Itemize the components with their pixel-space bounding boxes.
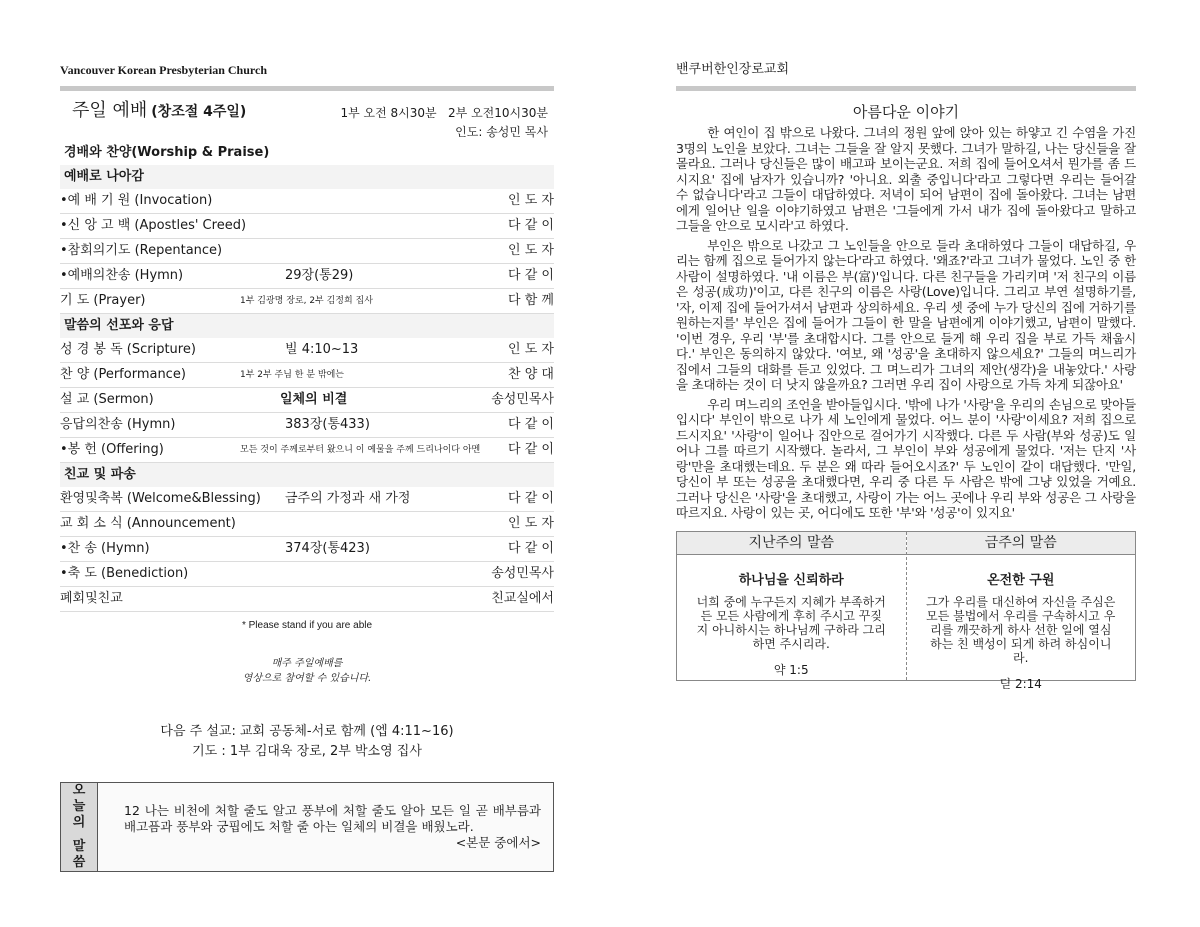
service-item-name: •예배의찬송 (Hymn) xyxy=(60,268,184,283)
service-item xyxy=(60,562,554,587)
service-item-role: 다 함 께 xyxy=(508,293,554,308)
service-item xyxy=(60,363,554,388)
service-item-role: 다 같 이 xyxy=(508,541,554,556)
today-verse-body xyxy=(98,783,553,871)
service-item-role: 다 같 이 xyxy=(508,442,554,457)
section-heading: 경배와 찬양(Worship & Praise) xyxy=(64,145,270,160)
service-item-detail: 일체의 비결 xyxy=(280,392,348,407)
service-item-role: 다 같 이 xyxy=(508,218,554,233)
service-item-name: •예 배 기 원 (Invocation) xyxy=(60,193,213,208)
last-week-header: 지난주의 말씀 xyxy=(677,532,906,555)
service-title xyxy=(72,98,246,125)
service-item xyxy=(60,239,554,264)
service-item-detail: 빌 4:10~13 xyxy=(285,342,359,357)
service-item-role: 송성민목사 xyxy=(491,392,554,407)
last-week-reference: 약 1:5 xyxy=(773,662,809,677)
service-item-detail: 금주의 가정과 새 가정 xyxy=(285,491,411,506)
next-week-sermon: 다음 주 설교: 교회 공동체-서로 함께 (엡 4:11~16) xyxy=(160,724,454,739)
verse-label-char: 말 xyxy=(72,839,86,854)
service-item-role: 찬 양 대 xyxy=(508,367,554,382)
service-item xyxy=(60,289,554,314)
bulletin-left-page xyxy=(60,60,554,870)
service-item-name: 응답의찬송 (Hymn) xyxy=(60,417,176,432)
service-item xyxy=(60,264,554,289)
this-week-word xyxy=(906,532,1136,691)
service-item xyxy=(60,214,554,239)
story-paragraph: 한 여인이 집 밖으로 나왔다. 그녀의 정원 앞에 앉아 있는 하얗고 긴 수염을 가진 3명의 노인을 보았다. 그녀는 그들을 잘 알지 못했다. 그녀가 말하길, 나는 당신들을 잘 몰라요. 그러나 당신들은 많이 배고파 보이는군요. 저희 집에 들어오셔서 뭔가를 좀 드시지요' 집에 남자가 있습니까? '아니요. 외출 중입니다'라고 그렇다면 우리는 들어갈 수 없습니다'라고 그들이 대답하였다. 저녁이 되어 남편이 집에 돌아왔다. 그녀는 남편에게 일어난 일을 이야기하였고 남편은 '그들에게 가서 내가 집에 돌아왔다고 말하고 그들을 안으로 모시라'고 하였다. xyxy=(676,125,1136,233)
church-name-english: Vancouver Korean Presbyterian Church xyxy=(60,63,268,77)
service-item-name: 폐회및친교 xyxy=(60,591,123,606)
section-heading: 예배로 나아감 xyxy=(60,165,554,189)
church-name-korean: 밴쿠버한인장로교회 xyxy=(676,62,790,77)
weekly-word-table xyxy=(676,531,1136,691)
service-item-detail: 374장(통423) xyxy=(285,541,370,556)
service-item-name: 교 회 소 식 (Announcement) xyxy=(60,516,236,531)
next-week-prayer: 기도 : 1부 김대욱 장로, 2부 박소영 집사 xyxy=(192,744,422,759)
service-item-name: •봉 헌 (Offering) xyxy=(60,442,164,457)
online-note-line-1: 매주 주일예배를 xyxy=(271,658,343,669)
service-item-role: 다 같 이 xyxy=(508,417,554,432)
section-heading: 친교 및 파송 xyxy=(60,463,554,487)
service-item-name: 설 교 (Sermon) xyxy=(60,392,154,407)
verse-label-char: 오 xyxy=(72,783,86,798)
last-week-title: 하나님을 신뢰하라 xyxy=(738,572,844,588)
service-title-sub: (창조절 4주일) xyxy=(151,104,247,120)
service-title-row xyxy=(60,98,554,124)
service-item-role: 송성민목사 xyxy=(491,566,554,581)
service-item-name: •참회의기도 (Repentance) xyxy=(60,243,223,258)
last-week-text: 너희 중에 누구든지 지혜가 부족하거든 모든 사람에게 후히 주시고 꾸짖지 아니하시는 하나님께 구하라 그리하면 주시리라. xyxy=(696,594,886,651)
service-item-name: 기 도 (Prayer) xyxy=(60,293,146,308)
service-item xyxy=(60,338,554,363)
service-item-role: 인 도 자 xyxy=(508,243,554,258)
section-heading: 말씀의 선포와 응답 xyxy=(60,314,554,338)
service-item-role: 다 같 이 xyxy=(508,491,554,506)
service-item-name: 찬 양 (Performance) xyxy=(60,367,186,382)
service-item-role: 다 같 이 xyxy=(508,268,554,283)
service-leader: 인도: 송성민 목사 xyxy=(455,125,548,139)
story-title: 아름다운 이야기 xyxy=(852,103,960,121)
service-item-name: •신 앙 고 백 (Apostles' Creed) xyxy=(60,218,247,233)
service-item-role: 친교실에서 xyxy=(491,591,554,606)
stand-note: * Please stand if you are able xyxy=(241,620,373,631)
header-rule-right xyxy=(676,86,1136,91)
verse-label-char: 씀 xyxy=(72,855,86,870)
service-item-role: 인 도 자 xyxy=(508,193,554,208)
service-item xyxy=(60,189,554,214)
online-note-line-2: 영상으로 참여할 수 있습니다. xyxy=(242,673,372,684)
service-item-role: 인 도 자 xyxy=(508,342,554,357)
today-verse-box xyxy=(60,782,554,872)
header-rule xyxy=(60,86,554,91)
service-item-name: •찬 송 (Hymn) xyxy=(60,541,150,556)
service-item xyxy=(60,413,554,438)
next-week-info xyxy=(60,722,554,762)
this-week-header: 금주의 말씀 xyxy=(907,532,1136,555)
story-paragraph: 우리 며느리의 조언을 받아들입시다. '밖에 나가 '사랑'을 우리의 손님으로 맞아들입시다' 부인이 밖으로 나가 세 노인에게 물었다. 어느 분이 '사랑'이세요? 저희 집으로 드시지요' '사랑'이 일어나 집안으로 걸어가기 시작했다. 다른 두 사람(부와 성공)도 일어나 그를 따르기 시작했다. 놀라서, 그 부인이 부와 성공에게 물었다. '저는 단지 '사랑'만을 초대했는데요. 두 분은 왜 따라 들어오시죠?' 두 노인이 같이 대답했다. '만일, 당신이 부 또는 성공을 초대했다면, 우리 중 다른 두 사람은 밖에 그냥 있었을 거예요. 그러나 당신은 '사랑'을 초대했고, 사랑이 가는 어느 곳에나 우리 부와 성공은 그 사랑을 따르지요. 사랑이 있는 곳, 어디에도 또한 '부'와 '성공'이 있지요' xyxy=(676,396,1136,520)
online-worship-note xyxy=(60,656,554,686)
service-item-detail: 1부 김광명 장로, 2부 김정희 집사 xyxy=(240,296,373,306)
service-item xyxy=(60,487,554,512)
service-item xyxy=(60,438,554,463)
service-times: 1부 오전 8시30분 2부 오전10시30분 xyxy=(340,106,548,120)
bulletin-right-page xyxy=(676,60,1136,890)
this-week-reference: 딛 2:14 xyxy=(999,676,1042,691)
service-item-detail: 1부 2부 주님 한 분 밖에는 xyxy=(240,370,345,380)
service-title-main: 주일 예배 xyxy=(72,100,148,121)
service-item-role: 인 도 자 xyxy=(508,516,554,531)
service-item-detail: 모든 것이 주께로부터 왔으니 이 예물을 주께 드리나이다 아멘 xyxy=(240,445,481,455)
story-paragraph: 부인은 밖으로 나갔고 그 노인들을 안으로 들라 초대하였다 그들이 대답하길, 우리는 함께 집으로 들어가지 않는다'라고 하였다. '왜죠?'라고 그녀가 물었다. 노인 중 한 사람이 설명하였다. '내 이름은 부(富)'입니다. 다른 친구들을 가리키며 '저 친구의 이름은 성공(成功)'이고, 다른 친구의 이름은 사랑(Love)입니다. 그리고 부연 설명하기를, '자, 이제 집에 들어가셔서 남편과 상의하세요. 우리 셋 중에 누가 당신의 집에 거하기를 원하는지를' 부인은 집에 들어가 그들이 한 말을 남편에게 이야기했고, 남편이 말했다. '이번 경우, 우리 '부'를 초대합시다. 그를 안으로 들게 해 우리 집을 부로 가득 채웁시다.' 부인은 동의하지 않았다. '여보, 왜 '성공'을 초대하지 않으세요?' 그들의 며느리가 집에서 그들의 대화를 듣고 있었다. 그 며느리가 그녀의 제안(생각)을 내놓았다.' 사랑을 초대하는 것이 더 낫지 않을까요? 그러면 우리 집이 사랑으로 가득 차게 되잖아요' xyxy=(676,237,1136,392)
service-item-name: 성 경 봉 독 (Scripture) xyxy=(60,342,196,357)
this-week-title: 온전한 구원 xyxy=(987,572,1055,588)
this-week-text: 그가 우리를 대신하여 자신을 주심은 모든 불법에서 우리를 구속하시고 우리를 깨끗하게 하사 선한 일에 열심하는 친 백성이 되게 하려 하심이니라. xyxy=(926,594,1116,665)
service-item-name: •축 도 (Benediction) xyxy=(60,566,189,581)
service-item-name: 환영및축복 (Welcome&Blessing) xyxy=(60,491,261,506)
service-item-detail: 383장(통433) xyxy=(285,417,370,432)
today-verse-text: 12 나는 비천에 처할 줄도 알고 풍부에 처할 줄도 알아 모든 일 곧 배부름과 배고픔과 풍부와 궁핍에도 처할 줄 아는 일체의 비결을 배웠노라. xyxy=(124,803,541,834)
service-item xyxy=(60,512,554,537)
verse-label-char: 의 xyxy=(72,815,86,830)
service-item xyxy=(60,587,554,612)
last-week-word xyxy=(677,532,906,680)
service-item xyxy=(60,388,554,413)
order-of-service xyxy=(60,141,554,612)
verse-label-char: 늘 xyxy=(72,799,86,814)
today-verse-label xyxy=(61,783,98,871)
service-item-detail: 29장(통29) xyxy=(285,268,354,283)
service-item xyxy=(60,537,554,562)
today-verse-source: <본문 중에서> xyxy=(455,835,541,850)
